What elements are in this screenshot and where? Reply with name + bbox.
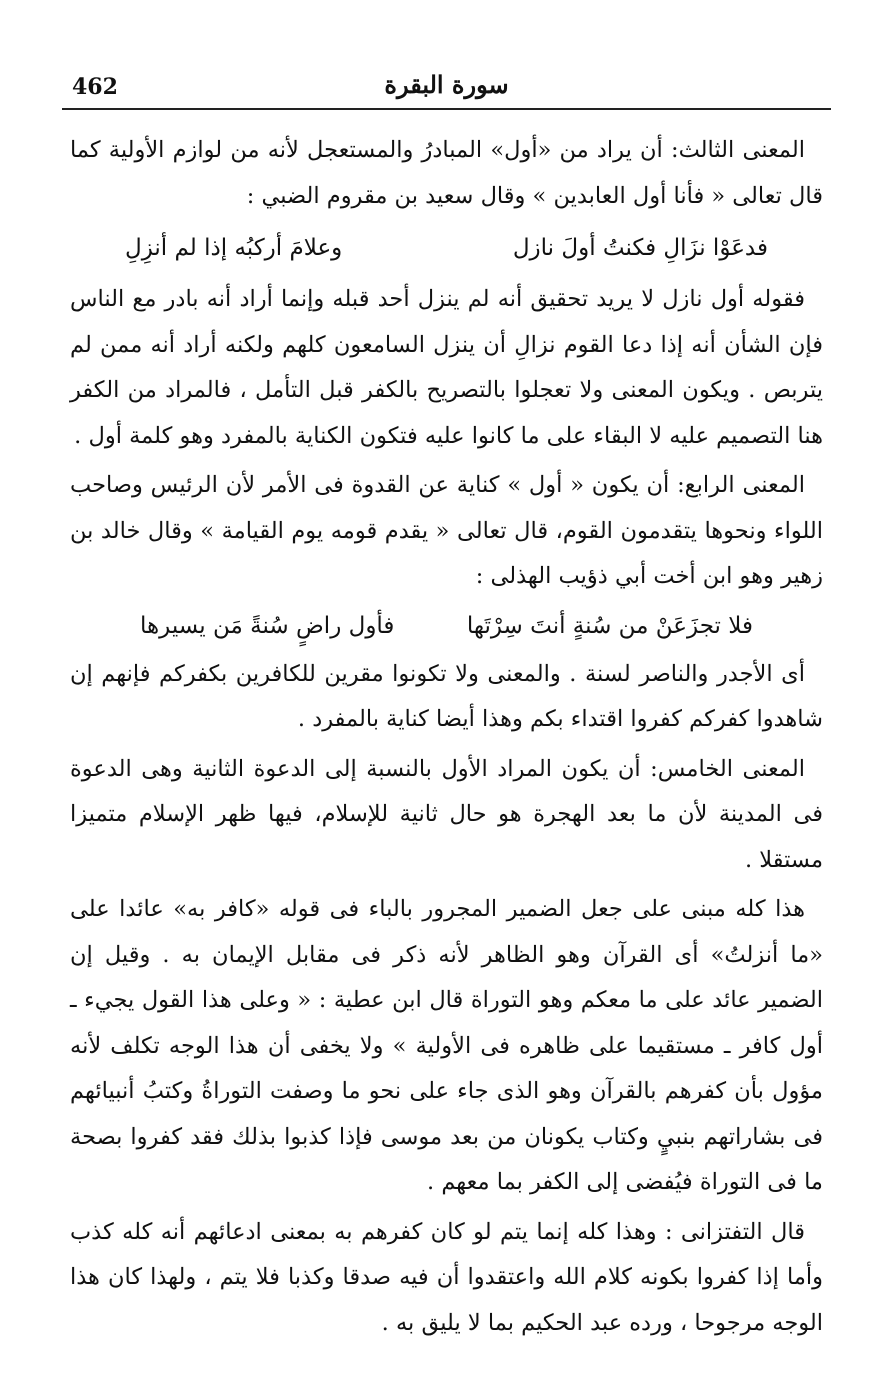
paragraph-fifth-meaning: المعنى الخامس: أن يكون المراد الأول بالنسبة إلى الدعوة الثانية وهى الدعوة فى المدينة لأن ما بعد الهجرة هو حال ثانية للإسلام، فيها ظهر الإسلام متميزا مستقلا .: [70, 755, 823, 873]
paragraph-pronoun-discussion: هذا كله مبنى على جعل الضمير المجرور بالباء فى قوله «كافر به» عائدا على «ما أنزلتُ» أى القرآن وهو الظاهر لأنه ذكر فى مقابل الإيمان به . وقيل إن الضمير عائد على ما معكم وهو التوراة قال ابن عطية : « وعلى هذا القول يجيء ـ أول كافر ـ مستقيما على ظاهره فى الأولية » ولا يخفى أن هذا الوجه تكلف لأنه مؤول بأن كفرهم بالقرآن وهو الذى جاء على نحو ما وصفت التوراةُ وكتبُ أنبيائهم فى بشاراتهم بنبيٍ وكتاب يكونان من بعد موسى فإذا كذبوا بذلك فقد كفروا بصحة ما فى التوراة فيُفضى إلى الكفر بما معهم .: [70, 896, 823, 1195]
verse-khalid-ibn-zuhayr: [70, 600, 823, 652]
paragraph-explanation: فقوله أول نازل لا يريد تحقيق أنه لم ينزل أحد قبله وإنما أراد أنه بادر مع الناس فإن الشأن أنه إذا دعا القوم نزالِ أن ينزل السامعون كلهم ولكنه أراد أنه ممن لم يتربص . ويكون المعنى ولا تعجلوا بالتصريح بالكفر قبل التأمل ، فالمراد من الكفر هنا التصميم عليه لا البقاء على ما كانوا عليه فتكون الكناية بالمفرد وهو كلمة أول .: [70, 286, 823, 449]
page-body: [70, 128, 823, 1346]
paragraph-meaning-note: أى الأجدر والناصر لسنة . والمعنى ولا تكونوا مقرين للكافرين بكفركم فإنهم إن شاهدوا كفركم كفروا اقتداء بكم وهذا أيضا كناية بالمفرد .: [70, 660, 823, 732]
page-number: 462: [72, 74, 118, 100]
verse-first-hemistich: فدعَوْا نزَالِ فكنتُ أولَ نازل: [512, 235, 768, 261]
paragraph-fourth-meaning: المعنى الرابع: أن يكون « أول » كناية عن القدوة فى الأمر لأن الرئيس وصاحب اللواء ونحوها يتقدمون القوم، قال تعالى « يقدم قومه يوم القيامة » وقال خالد بن زهير وهو ابن أخت أبي ذؤيب الهذلى :: [70, 472, 823, 589]
verse-second-hemistich: وعلامَ أركبُه إذا لم أنزِلِ: [125, 235, 343, 261]
paragraph-third-meaning: المعنى الثالث: أن يراد من «أول» المبادرُ والمستعجل لأنه من لوازم الأولية كما قال تعالى « فأنا أول العابدين » وقال سعيد بن مقروم الضبي :: [70, 137, 823, 209]
paragraph-taftazani: قال التفتزانى : وهذا كله إنما يتم لو كان كفرهم به بمعنى ادعائهم أنه كله كذب وأما إذا كفروا بكونه كلام الله واعتقدوا أن فيه صدقا وكذبا فلا يتم ، ولهذا كان هذا الوجه مرجوحا ، ورده عبد الحكيم بما لا يليق به .: [70, 1218, 823, 1336]
verse-second-hemistich: فأول راضٍ سُنةً مَن يسيرها: [140, 612, 395, 639]
surah-title: سورة البقرة: [384, 70, 509, 99]
verse-first-hemistich: فلا تجزَعَنْ من سُنةٍ أنتَ سِرْتَها: [466, 612, 753, 639]
verse-ibn-maqrum: [70, 219, 823, 277]
page-header: [62, 70, 831, 110]
